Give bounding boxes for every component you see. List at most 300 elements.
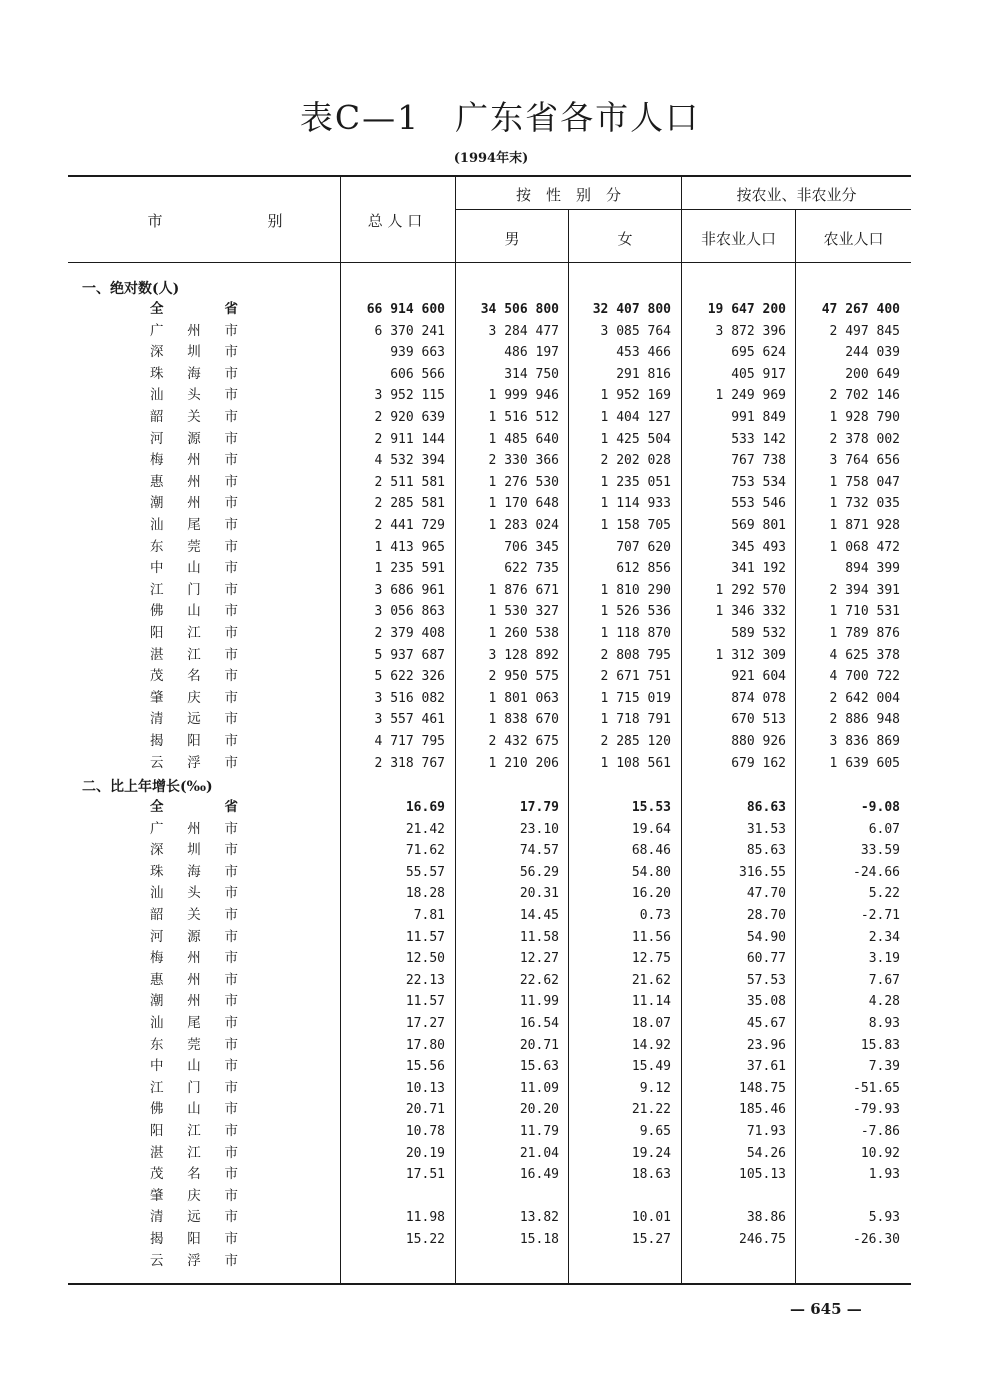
cell-agri: 6.07 [868, 821, 900, 837]
city-char: 市 [224, 1058, 238, 1075]
city-char: 市 [224, 603, 238, 620]
city-char: 韶 [150, 907, 164, 923]
cell-total: 3 056 863 [374, 604, 445, 620]
cell-total: 4 717 795 [374, 734, 445, 749]
cell-female: 19.64 [631, 821, 671, 837]
cell-non-agri: 767 738 [731, 453, 786, 469]
cell-agri: -9.08 [860, 800, 900, 815]
city-char: 市 [224, 1187, 238, 1204]
city-char: 阳 [187, 733, 201, 749]
city-name [150, 1121, 238, 1143]
header-agri: 农业人口 [823, 230, 884, 248]
cell-female: 291 816 [616, 366, 671, 382]
cell-agri: 1 789 876 [829, 626, 900, 641]
table-row [0, 797, 1000, 819]
cell-female: 612 856 [616, 561, 671, 577]
city-char: 山 [187, 1058, 201, 1075]
city-char: 市 [224, 1166, 238, 1183]
cell-total: 18.28 [405, 886, 445, 902]
city-char: 江 [150, 1079, 164, 1096]
city-char: 市 [224, 409, 238, 425]
table-row [0, 1229, 1000, 1251]
cell-total: 606 566 [390, 366, 445, 382]
cell-agri: -51.65 [853, 1080, 900, 1096]
city-char: 市 [224, 1015, 238, 1031]
city-char: 市 [224, 1252, 238, 1269]
cell-total: 22.13 [405, 972, 445, 988]
cell-total: 66 914 600 [366, 302, 445, 317]
cell-female: 453 466 [616, 345, 671, 361]
cell-female: 1 118 870 [600, 626, 671, 641]
cell-total: 1 235 591 [374, 561, 445, 577]
cell-agri: 2 394 391 [829, 582, 900, 598]
city-name [150, 623, 238, 645]
cell-total: 17.51 [405, 1167, 445, 1183]
cell-male: 22.62 [519, 972, 559, 988]
cell-agri: 2 642 004 [829, 690, 900, 706]
cell-female: 3 085 764 [600, 323, 671, 339]
city-char: 市 [224, 1079, 238, 1096]
table-row [0, 558, 1000, 580]
cell-female: 1 235 051 [600, 474, 671, 490]
city-char: 全 [150, 799, 164, 815]
cell-non-agri: 71.93 [746, 1124, 786, 1139]
cell-total: 21.42 [405, 821, 445, 837]
cell-agri: -2.71 [860, 908, 900, 923]
table-row [0, 472, 1000, 494]
cell-total: 15.56 [405, 1059, 445, 1075]
city-name [150, 883, 238, 905]
cell-female: 1 715 019 [600, 690, 671, 706]
city-name [150, 558, 238, 580]
city-char: 头 [187, 885, 201, 902]
city-char: 东 [150, 1036, 164, 1053]
city-char: 深 [150, 842, 164, 859]
table-row [0, 840, 1000, 862]
city-char: 市 [224, 473, 238, 490]
cell-female: 1 718 791 [600, 712, 671, 728]
cell-male: 11.58 [519, 929, 559, 945]
city-char: 茂 [150, 1166, 164, 1183]
cell-female: 14.92 [631, 1037, 671, 1053]
table-row [0, 1035, 1000, 1057]
cell-male: 1 838 670 [488, 712, 559, 728]
cell-non-agri: 341 192 [731, 561, 786, 577]
table-row [0, 407, 1000, 429]
header-bottom-rule [68, 262, 911, 263]
cell-male: 1 516 512 [488, 410, 559, 425]
cell-male: 1 876 671 [488, 582, 559, 598]
cell-male: 1 260 538 [488, 626, 559, 641]
city-name [150, 1164, 238, 1186]
city-char: 珠 [150, 863, 164, 880]
city-char: 山 [187, 560, 201, 577]
cell-non-agri: 921 604 [731, 669, 786, 685]
city-char: 山 [187, 1101, 201, 1118]
city-char: 市 [224, 322, 238, 339]
city-char: 惠 [150, 971, 164, 988]
cell-total: 6 370 241 [374, 323, 445, 339]
city-char: 名 [187, 1166, 201, 1183]
city-name [150, 472, 238, 494]
cell-female: 15.49 [631, 1059, 671, 1075]
city-char: 江 [187, 625, 201, 641]
cell-total: 17.80 [405, 1037, 445, 1053]
table-row [0, 364, 1000, 386]
cell-non-agri: 1 346 332 [715, 604, 786, 620]
cell-female: 21.62 [631, 972, 671, 988]
section-label-growth: 二、比上年增长(‰) [82, 779, 213, 795]
header-female: 女 [617, 230, 633, 248]
cell-non-agri: 19 647 200 [707, 302, 786, 317]
cell-total: 3 952 115 [374, 388, 445, 404]
cell-male: 3 284 477 [488, 323, 559, 339]
table-bottom-rule [68, 1283, 911, 1285]
cell-male: 15.18 [519, 1232, 559, 1247]
cell-non-agri: 3 872 396 [715, 323, 786, 339]
city-char: 市 [224, 950, 238, 967]
city-char: 市 [224, 344, 238, 361]
city-name [150, 970, 238, 992]
city-char: 市 [224, 625, 238, 641]
cell-non-agri: 37.61 [746, 1059, 786, 1075]
city-char: 市 [224, 820, 238, 837]
cell-female: 16.20 [631, 886, 671, 902]
table-row [0, 1056, 1000, 1078]
city-name [150, 1056, 238, 1078]
city-char: 江 [187, 1144, 201, 1161]
cell-total: 2 285 581 [374, 496, 445, 512]
city-char: 河 [150, 928, 164, 945]
city-char: 尾 [187, 1015, 201, 1031]
city-char: 市 [224, 387, 238, 404]
city-char: 源 [187, 430, 201, 447]
city-char: 市 [224, 754, 238, 771]
cell-male: 15.63 [519, 1059, 559, 1075]
city-char: 市 [224, 971, 238, 988]
city-char: 州 [187, 452, 201, 469]
city-char: 远 [187, 711, 201, 728]
cell-non-agri: 589 532 [731, 626, 786, 641]
cell-female: 2 671 751 [600, 669, 671, 685]
cell-total: 55.57 [405, 864, 445, 880]
cell-male: 13.82 [519, 1210, 559, 1226]
city-char: 门 [187, 1079, 201, 1096]
cell-non-agri: 28.70 [746, 908, 786, 923]
cell-female: 68.46 [631, 843, 671, 859]
city-name [150, 840, 238, 862]
city-char: 省 [224, 799, 238, 815]
cell-non-agri: 86.63 [746, 800, 786, 815]
city-char: 市 [224, 1036, 238, 1053]
city-char: 潮 [150, 993, 164, 1010]
city-char: 肇 [150, 1187, 164, 1204]
cell-female: 10.01 [631, 1210, 671, 1226]
cell-non-agri: 1 292 570 [715, 582, 786, 598]
cell-non-agri: 35.08 [746, 994, 786, 1010]
table-row [0, 1013, 1000, 1035]
city-name [150, 709, 238, 731]
page-title: 表C—1 广东省各市人口 [299, 98, 701, 137]
cell-agri: 244 039 [845, 345, 900, 361]
table-row [0, 342, 1000, 364]
city-name [150, 1229, 238, 1251]
city-char: 州 [187, 473, 201, 490]
cell-non-agri: 148.75 [739, 1080, 786, 1096]
city-char: 中 [150, 1058, 164, 1075]
table-row [0, 1078, 1000, 1100]
city-char: 阳 [150, 1123, 164, 1139]
cell-female: 2 808 795 [600, 647, 671, 663]
cell-agri: 33.59 [860, 843, 900, 859]
cell-male: 1 485 640 [488, 431, 559, 447]
section-label-absolute: 一、绝对数(人) [82, 281, 180, 297]
city-char: 州 [187, 495, 201, 512]
cell-total: 17.27 [405, 1016, 445, 1031]
cell-male: 1 210 206 [488, 755, 559, 771]
table-row [0, 753, 1000, 775]
city-name [150, 862, 238, 884]
cell-agri: 1 068 472 [829, 539, 900, 555]
table-row [0, 385, 1000, 407]
cell-female: 1 526 536 [600, 604, 671, 620]
city-char: 尾 [187, 517, 201, 533]
cell-non-agri: 23.96 [746, 1037, 786, 1053]
table-row [0, 299, 1000, 321]
city-name [150, 1013, 238, 1035]
city-char: 市 [224, 517, 238, 533]
city-char: 圳 [187, 842, 201, 859]
city-char: 江 [150, 581, 164, 598]
city-char: 东 [150, 538, 164, 555]
city-char: 揭 [150, 1231, 164, 1247]
header-non-agri: 非农业人口 [700, 230, 776, 248]
cell-agri: 15.83 [860, 1037, 900, 1053]
cell-non-agri: 533 142 [731, 431, 786, 447]
city-char: 汕 [150, 885, 164, 902]
cell-male: 11.99 [519, 994, 559, 1010]
city-name [150, 905, 238, 927]
cell-total: 7.81 [413, 908, 445, 923]
cell-agri: 5.93 [868, 1210, 900, 1226]
cell-non-agri: 54.90 [746, 929, 786, 945]
cell-male: 486 197 [504, 345, 559, 361]
city-char: 梅 [150, 452, 164, 469]
city-char: 海 [187, 863, 201, 880]
city-char: 州 [187, 820, 201, 837]
cell-agri: 3 764 656 [829, 453, 900, 469]
city-char: 市 [224, 711, 238, 728]
city-char: 市 [224, 560, 238, 577]
city-char: 全 [150, 301, 164, 317]
header-city: 市 别 [147, 212, 283, 230]
city-char: 云 [150, 1252, 164, 1269]
city-char: 湛 [150, 646, 164, 663]
cell-total: 5 622 326 [374, 669, 445, 685]
cell-female: 1 404 127 [600, 410, 671, 425]
city-name [150, 991, 238, 1013]
cell-non-agri: 345 493 [731, 539, 786, 555]
cell-male: 74.57 [519, 843, 559, 859]
header-sub-rule [455, 209, 911, 210]
city-char: 市 [224, 538, 238, 555]
cell-male: 314 750 [504, 366, 559, 382]
table-row [0, 1099, 1000, 1121]
cell-agri: -7.86 [860, 1124, 900, 1139]
city-name [150, 321, 238, 343]
cell-female: 19.24 [631, 1145, 671, 1161]
cell-non-agri: 185.46 [739, 1102, 786, 1118]
cell-non-agri: 105.13 [739, 1167, 786, 1183]
cell-total: 4 532 394 [374, 453, 445, 469]
cell-female: 15.27 [631, 1232, 671, 1247]
cell-male: 21.04 [519, 1145, 559, 1161]
city-char: 揭 [150, 733, 164, 749]
header-total: 总 人 口 [367, 212, 423, 230]
cell-total: 10.13 [405, 1080, 445, 1096]
city-char: 云 [150, 754, 164, 771]
city-char: 远 [187, 1209, 201, 1226]
city-char: 清 [150, 711, 164, 728]
city-char: 州 [187, 322, 201, 339]
cell-male: 34 506 800 [480, 302, 559, 317]
city-char: 韶 [150, 409, 164, 425]
city-char: 市 [224, 1144, 238, 1161]
city-char: 市 [224, 863, 238, 880]
cell-female: 11.56 [631, 929, 671, 945]
city-char: 市 [224, 1101, 238, 1118]
cell-agri: 7.39 [868, 1059, 900, 1075]
cell-non-agri: 695 624 [731, 345, 786, 361]
city-char: 关 [187, 907, 201, 923]
cell-non-agri: 31.53 [746, 821, 786, 837]
cell-non-agri: 991 849 [731, 410, 786, 425]
city-name [150, 1035, 238, 1057]
city-name [150, 299, 238, 321]
city-name [150, 407, 238, 429]
city-char: 市 [224, 733, 238, 749]
city-char: 名 [187, 668, 201, 685]
city-name [150, 364, 238, 386]
city-name [150, 429, 238, 451]
cell-agri: 4 700 722 [829, 669, 900, 685]
table-row [0, 1121, 1000, 1143]
cell-male: 11.09 [519, 1080, 559, 1096]
header-by-sex: 按 性 别 分 [515, 186, 621, 204]
cell-non-agri: 679 162 [731, 755, 786, 771]
cell-non-agri: 54.26 [746, 1145, 786, 1161]
cell-agri: 1 732 035 [829, 496, 900, 512]
cell-total: 1 413 965 [374, 539, 445, 555]
city-name [150, 385, 238, 407]
city-char: 市 [224, 907, 238, 923]
city-char: 源 [187, 928, 201, 945]
city-char: 市 [224, 993, 238, 1010]
cell-male: 1 276 530 [488, 474, 559, 490]
cell-female: 1 425 504 [600, 431, 671, 447]
page-subtitle: (1994年末) [453, 151, 529, 166]
cell-female: 0.73 [639, 908, 671, 923]
cell-non-agri: 405 917 [731, 366, 786, 382]
city-char: 市 [224, 1123, 238, 1139]
city-char: 关 [187, 409, 201, 425]
table-row [0, 991, 1000, 1013]
city-char: 海 [187, 365, 201, 382]
table-row [0, 883, 1000, 905]
city-char: 阳 [187, 1231, 201, 1247]
city-name [150, 753, 238, 775]
cell-total: 5 937 687 [374, 647, 445, 663]
cell-total: 16.69 [405, 800, 445, 815]
table-row [0, 666, 1000, 688]
cell-agri: 7.67 [868, 972, 900, 988]
cell-total: 2 318 767 [374, 755, 445, 771]
cell-agri: 1 928 790 [829, 410, 900, 425]
cell-total: 3 557 461 [374, 712, 445, 728]
cell-male: 2 432 675 [488, 734, 559, 749]
cell-female: 2 285 120 [600, 734, 671, 749]
cell-agri: 3 836 869 [829, 734, 900, 749]
cell-female: 9.12 [639, 1080, 671, 1096]
table-row [0, 645, 1000, 667]
cell-agri: -24.66 [853, 864, 900, 880]
city-char: 州 [187, 993, 201, 1010]
city-name [150, 1078, 238, 1100]
cell-total: 11.57 [405, 929, 445, 945]
city-char: 莞 [187, 1036, 201, 1053]
page-number: — 645 — [790, 1300, 862, 1318]
cell-non-agri: 874 078 [731, 690, 786, 706]
cell-total: 10.78 [405, 1124, 445, 1139]
city-char: 庆 [187, 689, 201, 706]
city-char: 珠 [150, 365, 164, 382]
cell-male: 3 128 892 [488, 647, 559, 663]
city-char: 深 [150, 344, 164, 361]
cell-agri: 1 758 047 [829, 474, 900, 490]
cell-agri: 2 378 002 [829, 431, 900, 447]
table-row [0, 862, 1000, 884]
cell-total: 2 911 144 [374, 431, 445, 447]
cell-total: 12.50 [405, 951, 445, 967]
cell-male: 622 735 [504, 561, 559, 577]
cell-male: 1 283 024 [488, 518, 559, 533]
table-top-rule [68, 175, 911, 177]
city-name [150, 688, 238, 710]
cell-male: 12.27 [519, 951, 559, 967]
city-name [150, 948, 238, 970]
city-char: 市 [224, 668, 238, 685]
cell-female: 1 810 290 [600, 582, 671, 598]
cell-male: 2 330 366 [488, 453, 559, 469]
city-name [150, 1099, 238, 1121]
cell-female: 2 202 028 [600, 453, 671, 469]
city-char: 广 [150, 322, 164, 339]
cell-female: 12.75 [631, 951, 671, 967]
table-row [0, 927, 1000, 949]
cell-female: 18.63 [631, 1167, 671, 1183]
city-name [150, 537, 238, 559]
cell-male: 20.31 [519, 886, 559, 902]
city-name [150, 797, 238, 819]
cell-agri: -79.93 [853, 1102, 900, 1118]
cell-non-agri: 569 801 [731, 518, 786, 533]
city-char: 市 [224, 365, 238, 382]
table-row [0, 429, 1000, 451]
cell-non-agri: 246.75 [739, 1232, 786, 1247]
table-row [0, 580, 1000, 602]
city-char: 市 [224, 885, 238, 902]
cell-non-agri: 316.55 [739, 864, 786, 880]
